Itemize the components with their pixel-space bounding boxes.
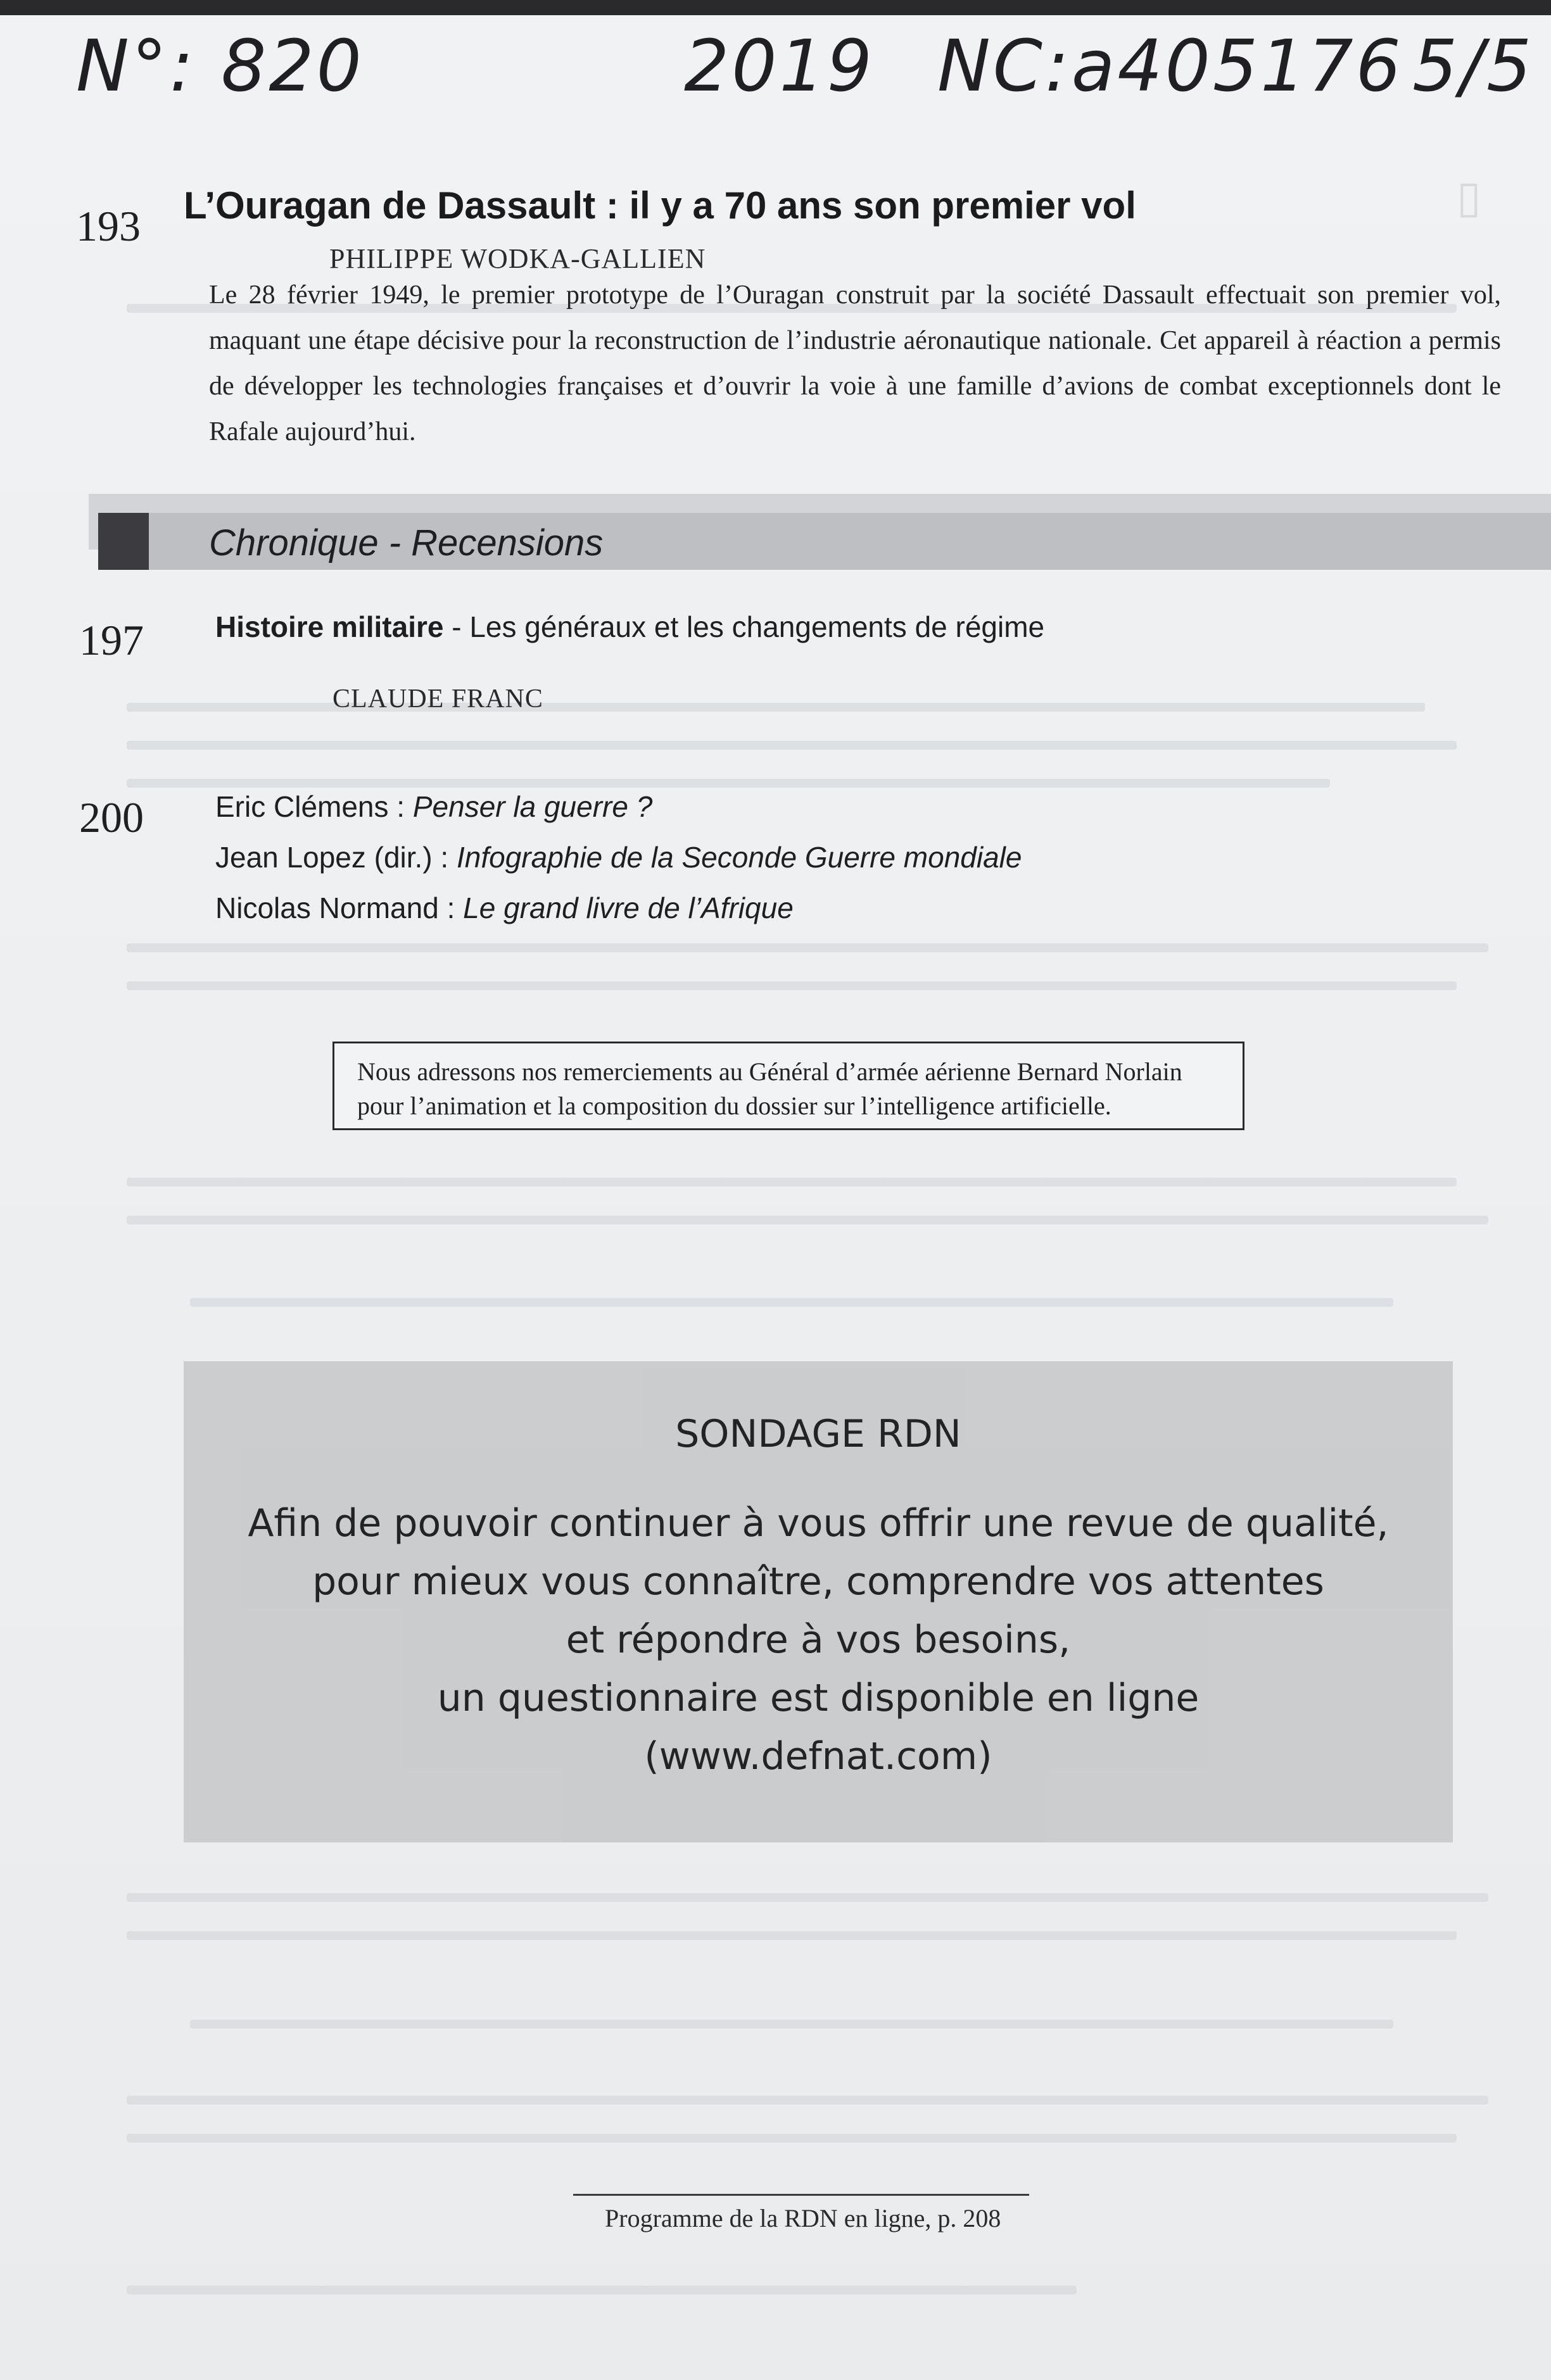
chronique-page-number: 197 [79, 616, 144, 664]
section-heading-bar [98, 513, 1551, 570]
footer-rule [573, 2194, 1029, 2196]
handwritten-year: 2019 [684, 25, 875, 108]
recension-author: Eric Clémens : [215, 790, 413, 823]
footer-note: Programme de la RDN en ligne, p. 208 [605, 2204, 1001, 2232]
recension-title: Infographie de la Seconde Guerre mondiale [456, 841, 1022, 874]
show-through-line [127, 943, 1488, 952]
show-through-line [127, 2286, 1077, 2295]
survey-line: un questionnaire est disponible en ligne [437, 1676, 1200, 1720]
show-through-line [127, 2134, 1457, 2143]
recension-item [215, 790, 652, 824]
article-page-number: 193 [76, 202, 141, 250]
recension-item [215, 840, 1022, 874]
chronique-text: Les généraux et les changements de régime [469, 610, 1045, 643]
recension-author: Nicolas Normand : [215, 891, 464, 924]
show-through-line [127, 981, 1457, 990]
show-through-line [190, 2020, 1393, 2029]
article-author: PHILIPPE WODKA-GALLIEN [329, 243, 706, 274]
show-through-mark: ▯ [1457, 173, 1481, 222]
acknowledgement-box: Nous adressons nos remerciements au Général d’armée aérienne Bernard Norlain pour l’animation et la composition du dossier sur l’intelligence artificielle. [332, 1042, 1244, 1130]
show-through-line [127, 779, 1330, 788]
article-abstract: Le 28 février 1949, le premier prototype de l’Ouragan construit par la société Dassault effectuait son premier vol, maquant une étape décisive pour la reconstruction de l’industrie aéronautique nationale. Cet appareil à réaction a permis de développer les technologies françaises et d’ouvrir la voie à une famille d’avions de combat exceptionnels dont le Rafale aujourd’hui. [209, 280, 1501, 446]
chronique-entry [215, 610, 1044, 644]
survey-body [184, 1494, 1453, 1785]
scan-top-edge [0, 0, 1551, 15]
show-through-line [127, 703, 1425, 712]
survey-line: Afin de pouvoir continuer à vous offrir une revue de qualité, [248, 1501, 1389, 1546]
show-through-line [127, 741, 1457, 750]
recension-item [215, 891, 794, 925]
section-title: Chronique - Recensions [209, 522, 604, 564]
show-through-line [127, 1893, 1488, 1902]
survey-box [184, 1361, 1453, 1842]
handwritten-reference: NC:a405176 [937, 25, 1403, 108]
recension-title: Le grand livre de l’Afrique [463, 891, 794, 924]
survey-line: et répondre à vos besoins, [566, 1618, 1071, 1662]
survey-title: SONDAGE RDN [675, 1412, 961, 1456]
show-through-line [127, 2096, 1488, 2105]
section-marker [98, 513, 149, 570]
chronique-category: Histoire militaire [215, 610, 444, 643]
show-through-line [127, 1178, 1457, 1187]
recensions-page-number: 200 [79, 793, 144, 841]
survey-line: pour mieux vous connaître, comprendre vos attentes [312, 1559, 1324, 1604]
chronique-author: CLAUDE FRANC [332, 684, 543, 714]
show-through-line [127, 1931, 1457, 1940]
handwritten-fraction: 5/5 [1412, 25, 1535, 108]
chronique-separator: - [443, 610, 470, 643]
article-title: L’Ouragan de Dassault : il y a 70 ans son premier vol [184, 184, 1136, 227]
show-through-line [190, 1298, 1393, 1307]
recension-title: Penser la guerre ? [412, 790, 653, 823]
recension-author: Jean Lopez (dir.) : [215, 841, 457, 874]
show-through-line [127, 1216, 1488, 1225]
handwritten-number: N°: 820 [76, 25, 364, 108]
survey-link[interactable]: (www.defnat.com) [644, 1734, 992, 1779]
